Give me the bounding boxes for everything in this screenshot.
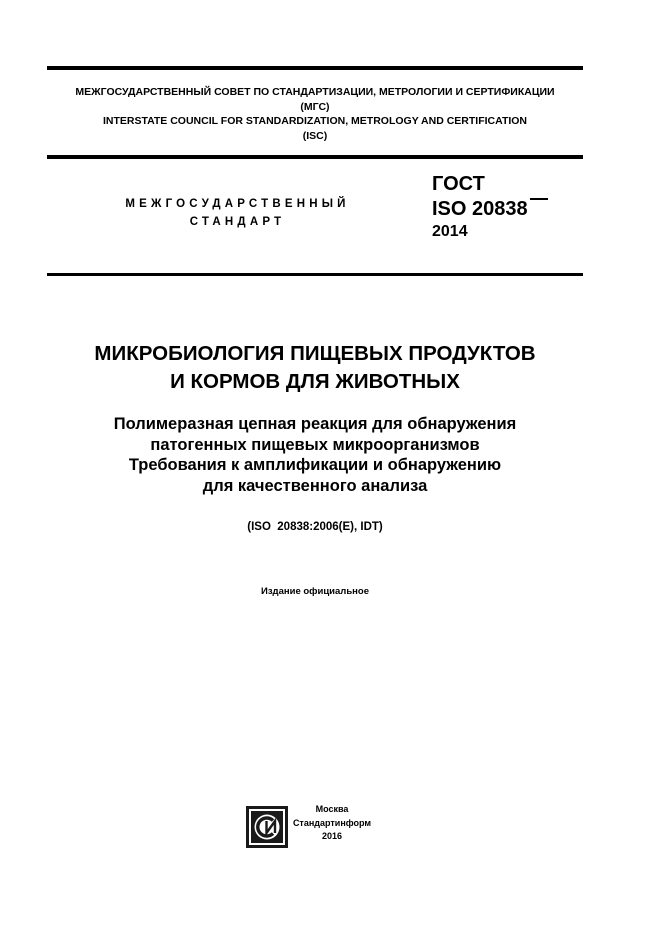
standard-type-line2: СТАНДАРТ — [189, 216, 286, 228]
document-title — [47, 340, 583, 396]
subtitle-line1: Полимеразная цепная реакция для обнаружения — [113, 415, 517, 433]
document-subtitle — [47, 414, 583, 496]
designation-prefix: ГОСТ — [432, 173, 485, 195]
middle-rule — [47, 155, 583, 159]
subtitle-line2: патогенных пищевых микроорганизмов — [150, 435, 480, 454]
standartinform-logo-icon — [246, 806, 288, 848]
top-rule — [47, 66, 583, 70]
iso-identity: (ISO 20838:2006(E), IDT) — [247, 521, 383, 533]
lower-rule — [47, 273, 583, 276]
publisher-city: Москва — [315, 804, 349, 814]
standard-type — [110, 195, 365, 231]
council-name-en: INTERSTATE COUNCIL FOR STANDARDIZATION, METROLOGY AND CERTIFICATION — [102, 115, 528, 127]
publisher-block — [288, 803, 376, 844]
council-abbr-en: (ISC) — [302, 129, 328, 142]
designation-year: 2014 — [432, 223, 468, 240]
title-line1: МИКРОБИОЛОГИЯ ПИЩЕВЫХ ПРОДУКТОВ — [94, 342, 536, 365]
designation-number: ISO 20838 — [432, 198, 528, 220]
title-line2: И КОРМОВ ДЛЯ ЖИВОТНЫХ — [170, 370, 460, 393]
publisher-year: 2016 — [321, 831, 343, 841]
council-name-ru: МЕЖГОСУДАРСТВЕННЫЙ СОВЕТ ПО СТАНДАРТИЗАЦИИ, МЕТРОЛОГИИ И СЕРТИФИКАЦИИ — [75, 86, 555, 98]
council-abbr-ru: (МГС) — [300, 100, 330, 113]
standard-type-line1: МЕЖГОСУДАРСТВЕННЫЙ — [125, 198, 350, 210]
council-header — [47, 85, 583, 143]
designation-dash — [530, 198, 548, 200]
edition-note: Издание официальное — [261, 586, 369, 597]
publisher-name: Стандартинформ — [292, 817, 372, 828]
standard-designation — [432, 172, 548, 242]
subtitle-line4: для качественного анализа — [202, 476, 428, 495]
designation-number-row — [432, 197, 548, 222]
subtitle-line3: Требования к амплификации и обнаружению — [128, 456, 502, 474]
